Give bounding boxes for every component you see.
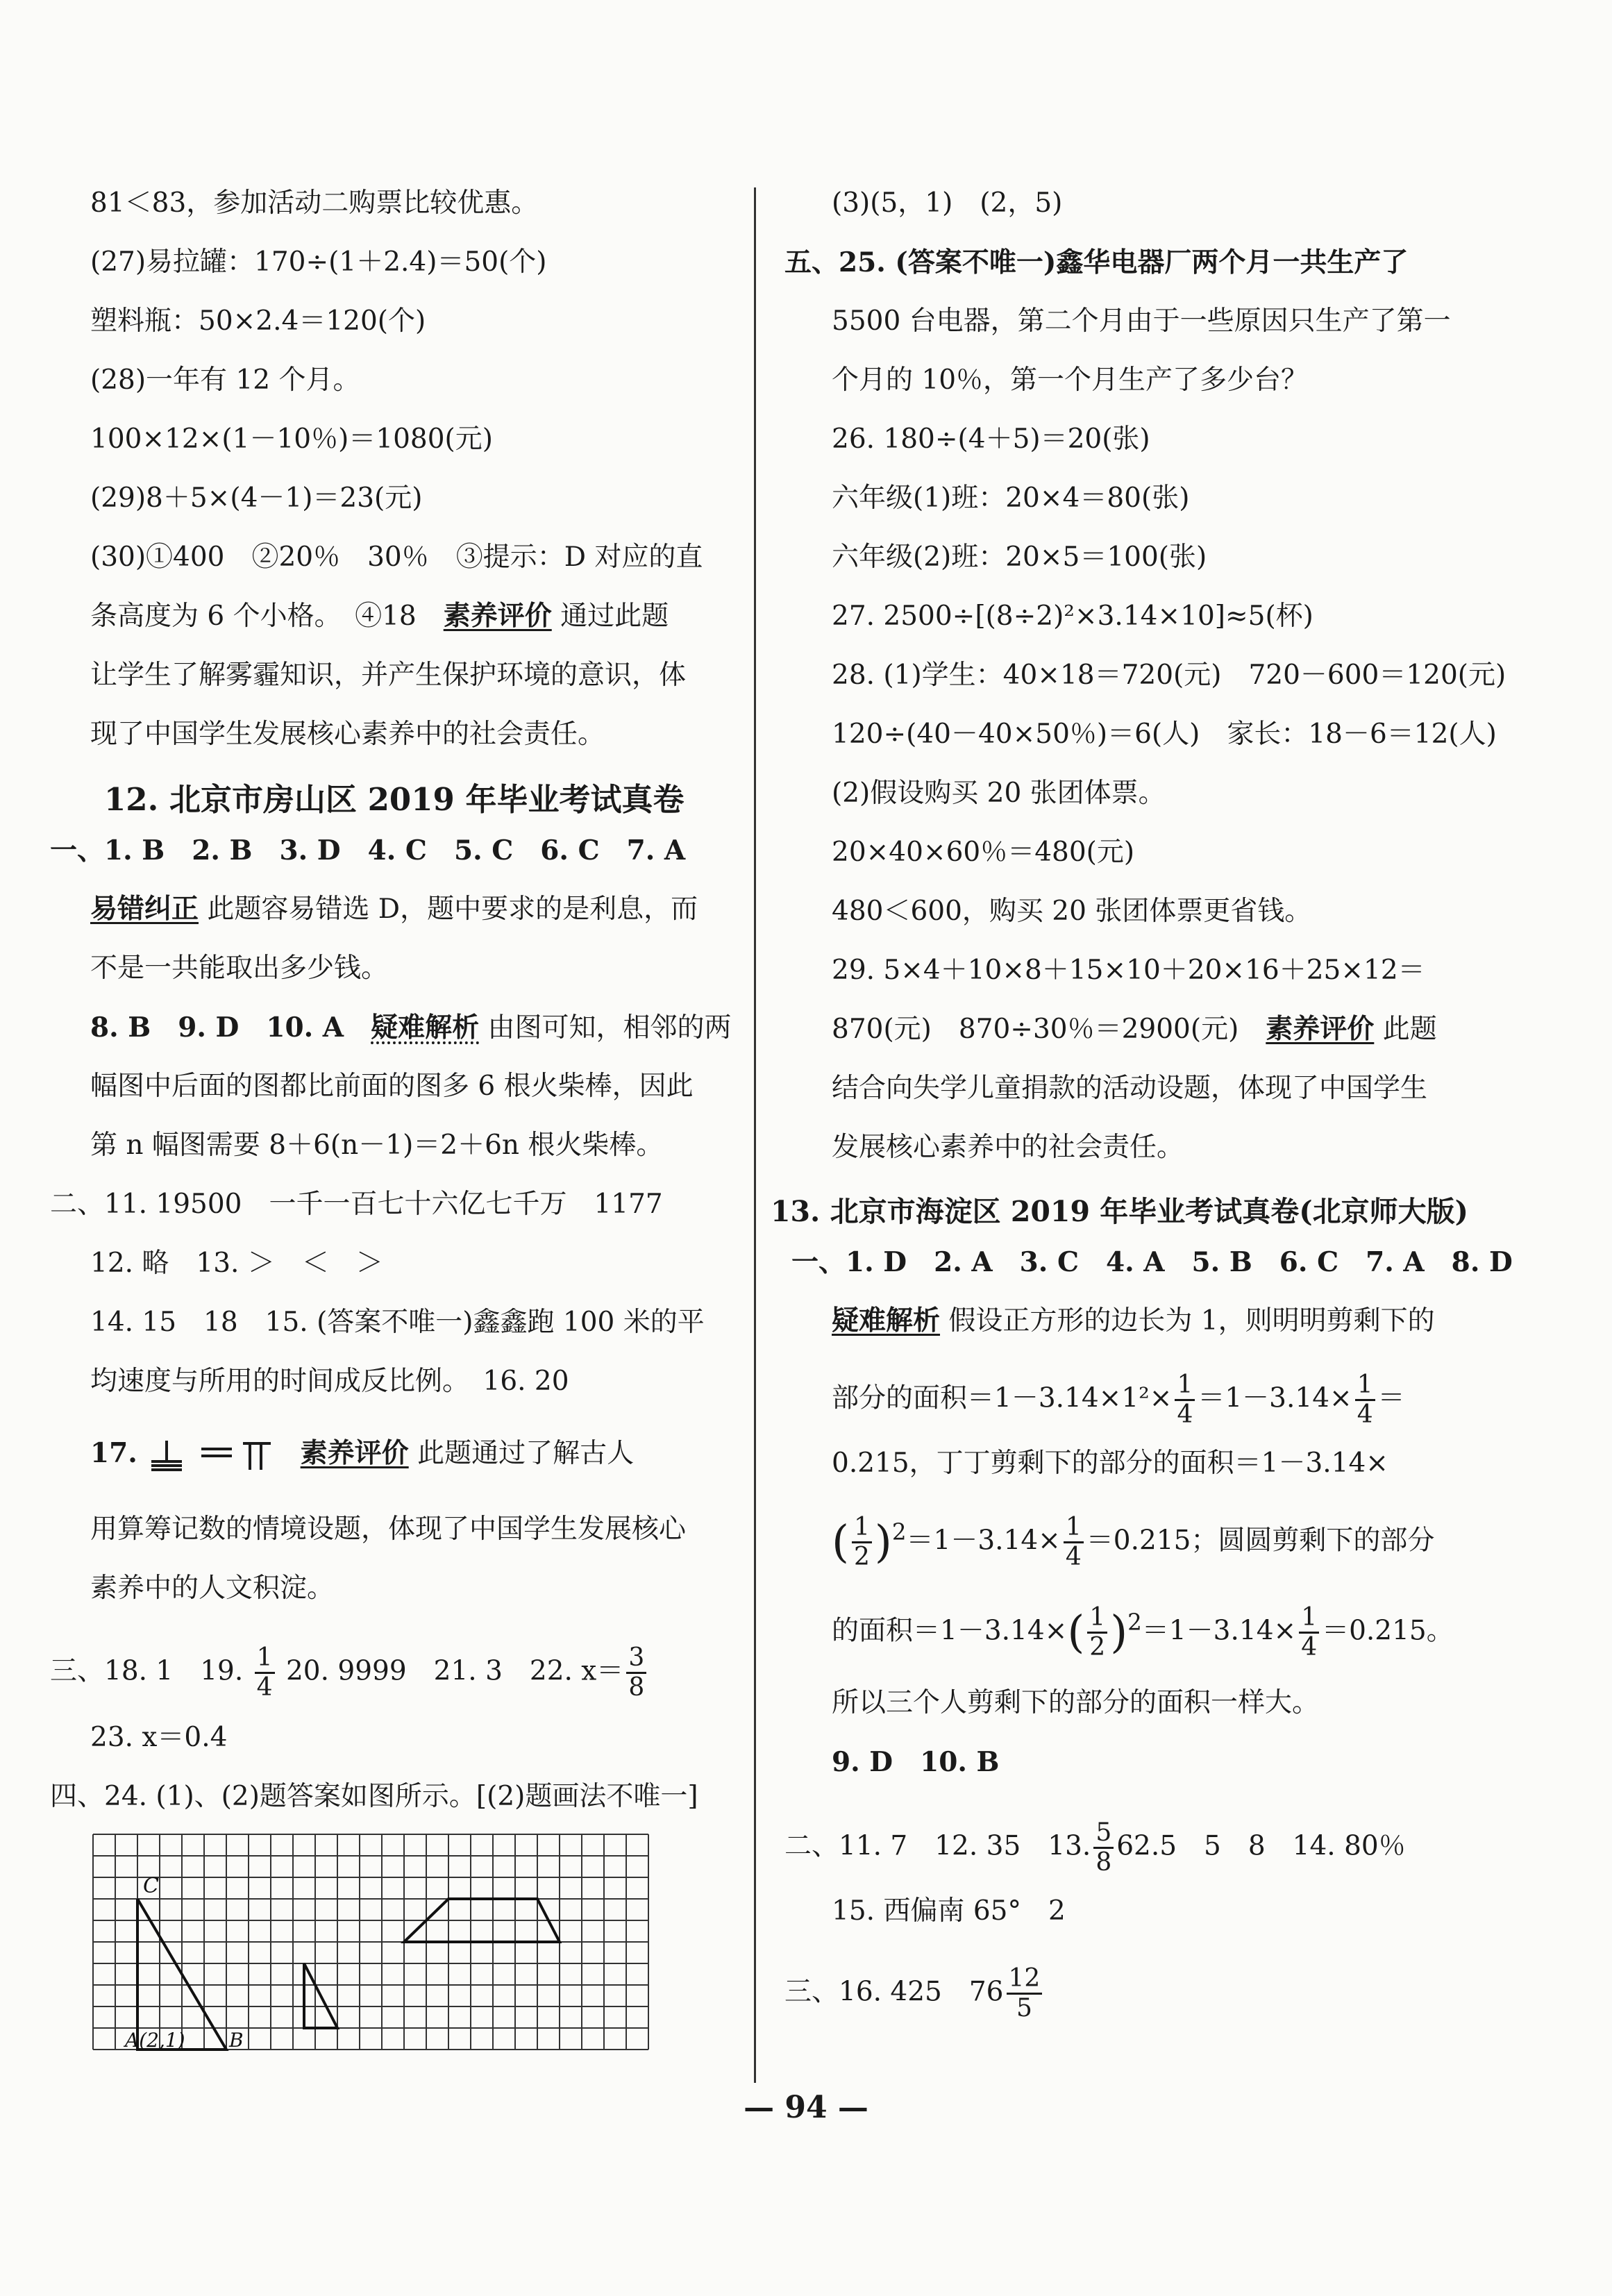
text: 870(元) 870÷30％＝2900(元) — [832, 1014, 1266, 1045]
text: ＝1－3.14× — [906, 1525, 1061, 1557]
answer: 8. B 9. D 10. A — [90, 1012, 371, 1044]
text-line: 的面积＝1－3.14×( $\frac{1}{2}$ )$^2$＝1－3.14× $\frac{1}{4}$ ＝0.215。 — [832, 1603, 1454, 1661]
text-line: 100×12×(1－10％)＝1080(元) — [90, 424, 493, 455]
answer-line — [50, 1644, 649, 1702]
answer-line: 一、1. B 2. B 3. D 4. C 5. C 6. C 7. A — [50, 835, 686, 866]
text-line: 120÷(40－40×50％)＝6(人) 家长：18－6＝12(人) — [832, 719, 1497, 750]
fraction: $\frac{1}{2}$ — [852, 1514, 872, 1571]
fraction: $\frac{1}{4}$ — [1355, 1371, 1375, 1429]
text: 由图可知，相邻的两 — [479, 1012, 732, 1044]
grid-label-c: C — [143, 1874, 159, 1898]
answer-line: 26. 180÷(4＋5)＝20(张) — [832, 424, 1150, 455]
answer-line — [784, 1965, 1045, 2022]
answer-line: 一、1. D 2. A 3. C 4. A 5. B 6. C 7. A 8. D — [791, 1246, 1513, 1278]
tag-label: 素养评价 — [1266, 1014, 1375, 1045]
text: 部分的面积＝1－3.14×1²× — [832, 1382, 1173, 1414]
text-line: (29)8＋5×(4－1)＝23(元) — [90, 483, 423, 514]
text-line: 81＜83，参加活动二购票比较优惠。 — [90, 187, 539, 219]
text: 此题 — [1374, 1014, 1437, 1045]
text-line: 所以三个人剪剩下的部分的面积一样大。 — [832, 1687, 1320, 1718]
answer-line — [90, 1437, 634, 1471]
fraction: $\frac{5}{8}$ — [1093, 1819, 1114, 1877]
fraction: $\frac{3}{8}$ — [626, 1644, 646, 1702]
fraction: $\frac{1}{4}$ — [1299, 1604, 1319, 1661]
text-line: 0.215，丁丁剪剩下的部分的面积＝1－3.14× — [832, 1448, 1388, 1479]
text: ＝0.215；圆圆剪剩下的部分 — [1086, 1525, 1435, 1557]
text-line: 个月的 10％，第一个月生产了多少台？ — [832, 364, 1309, 396]
text-line: 结合向失学儿童捐款的活动设题，体现了中国学生 — [832, 1073, 1428, 1104]
q17-label: 17. — [90, 1437, 137, 1469]
section-title: 12. 北京市房山区 2019 年毕业考试真卷 — [104, 781, 685, 818]
text-line: 用算筹记数的情境设题，体现了中国学生发展核心 — [90, 1514, 687, 1545]
answer-line: 12. 略 13. ＞ ＜ ＞ — [90, 1248, 383, 1279]
text: 此题通过了解古人 — [408, 1438, 635, 1469]
text-line — [832, 1371, 1405, 1429]
text-line — [832, 1305, 1435, 1337]
text: 20. 9999 21. 3 22. x＝ — [285, 1655, 624, 1687]
text-line: ( $\frac{1}{2}$ )$^2$＝1－3.14× $\frac{1}{4}$ ＝0.215；圆圆剪剩下的部分 — [832, 1513, 1435, 1571]
tag-label: 素养评价 — [443, 601, 552, 632]
grid-label-a: A(2,1) — [125, 2029, 185, 2052]
text-line: (30)①400 ②20％ 30％ ③提示：D 对应的直 — [90, 542, 703, 573]
tag-label: 易错纠正 — [90, 894, 199, 925]
answer-line: 29. 5×4＋10×8＋15×10＋20×16＋25×12＝ — [832, 955, 1425, 986]
text-line: 第 n 幅图需要 8＋6(n－1)＝2＋6n 根火柴棒。 — [90, 1130, 664, 1161]
answer-line: 28. (1)学生：40×18＝720(元) 720－600＝120(元) — [832, 660, 1506, 691]
fraction: $\frac{1}{4}$ — [1064, 1514, 1084, 1571]
tag-label: 疑难解析 — [832, 1305, 941, 1336]
answer-line: 23. x＝0.4 — [90, 1722, 228, 1753]
text: 三、16. 425 76 — [784, 1976, 1004, 2008]
text: ＝ — [1377, 1382, 1405, 1414]
answer-line: 9. D 10. B — [832, 1746, 1000, 1778]
text-line: (28)一年有 12 个月。 — [90, 364, 360, 396]
text-line — [90, 1012, 731, 1044]
text-line: 现了中国学生发展核心素养中的社会责任。 — [90, 719, 605, 750]
text: 假设正方形的边长为 1，则明明剪剩下的 — [940, 1305, 1435, 1336]
page-number: — 94 — — [744, 2090, 868, 2125]
text: ＝1－3.14× — [1141, 1615, 1297, 1647]
text: 通过此题 — [551, 601, 669, 632]
text: 的面积＝1－3.14× — [832, 1615, 1068, 1647]
text: ＝0.215。 — [1322, 1615, 1454, 1647]
answer-line: 均速度与所用的时间成反比例。 16. 20 — [90, 1366, 569, 1397]
text: 三、18. 1 19. — [50, 1655, 244, 1687]
text: 62.5 5 8 14. 80％ — [1116, 1830, 1406, 1862]
fraction: $\frac{1}{4}$ — [255, 1644, 275, 1702]
text-line: 5500 台电器，第二个月由于一些原因只生产了第一 — [832, 305, 1451, 337]
text-line — [832, 1014, 1437, 1046]
answer-line: 15. 西偏南 65° 2 — [832, 1895, 1066, 1927]
text: 条高度为 6 个小格。 ④18 — [90, 601, 444, 632]
answer-line — [784, 1819, 1406, 1877]
text-line: 480＜600，购买 20 张团体票更省钱。 — [832, 896, 1312, 927]
text: 此题容易错选 D，题中要求的是利息，而 — [199, 894, 698, 925]
tag-label: 素养评价 — [300, 1438, 409, 1469]
grid-lines — [93, 1834, 648, 2050]
text-line: 塑料瓶：50×2.4＝120(个) — [90, 305, 426, 337]
answer-line: 27. 2500÷[(8÷2)²×3.14×10]≈5(杯) — [832, 601, 1313, 632]
text-line: 六年级(2)班：20×5＝100(张) — [832, 542, 1207, 573]
text-line: 素养中的人文积淀。 — [90, 1573, 335, 1604]
answer-line: 14. 15 18 15. (答案不唯一)鑫鑫跑 100 米的平 — [90, 1307, 705, 1338]
section-title: 13. 北京市海淀区 2019 年毕业考试真卷(北京师大版) — [771, 1195, 1469, 1228]
text-line: (27)易拉罐：170÷(1＋2.4)＝50(个) — [90, 246, 547, 278]
column-divider — [754, 187, 756, 2083]
answer-line: 二、11. 19500 一千一百七十六亿七千万 1177 — [50, 1189, 663, 1220]
text-line: 发展核心素养中的社会责任。 — [832, 1132, 1184, 1163]
fraction: $\frac{12}{5}$ — [1007, 1965, 1043, 2022]
tag-label: 疑难解析 — [371, 1012, 480, 1044]
text-line: (2)假设购买 20 张团体票。 — [832, 778, 1166, 809]
text-line: 六年级(1)班：20×4＝80(张) — [832, 483, 1190, 514]
grid-label-b: B — [229, 2029, 244, 2052]
answer-line: 四、24. (1)、(2)题答案如图所示。[(2)题画法不唯一] — [50, 1781, 698, 1812]
grid-figure — [86, 1833, 655, 2059]
text-line — [90, 894, 698, 925]
answer-line: 五、25. (答案不唯一)鑫华电器厂两个月一共生产了 — [784, 246, 1409, 278]
fraction: $\frac{1}{4}$ — [1175, 1371, 1195, 1429]
text: ＝1－3.14× — [1198, 1382, 1352, 1414]
text-line: 不是一共能取出多少钱。 — [90, 953, 389, 984]
text: 二、11. 7 12. 35 13. — [784, 1830, 1091, 1862]
text-line — [90, 601, 669, 632]
text-line: 让学生了解雾霾知识，并产生保护环境的意识，体 — [90, 660, 687, 691]
text-line: 20×40×60％＝480(元) — [832, 837, 1135, 868]
answer-line: (3)(5，1) (2，5) — [832, 187, 1063, 219]
fraction: $\frac{1}{2}$ — [1087, 1604, 1107, 1661]
counting-rods-icon — [146, 1439, 292, 1471]
small-triangle — [304, 1963, 337, 2028]
text-line: 幅图中后面的图都比前面的图多 6 根火柴棒，因此 — [90, 1071, 694, 1102]
